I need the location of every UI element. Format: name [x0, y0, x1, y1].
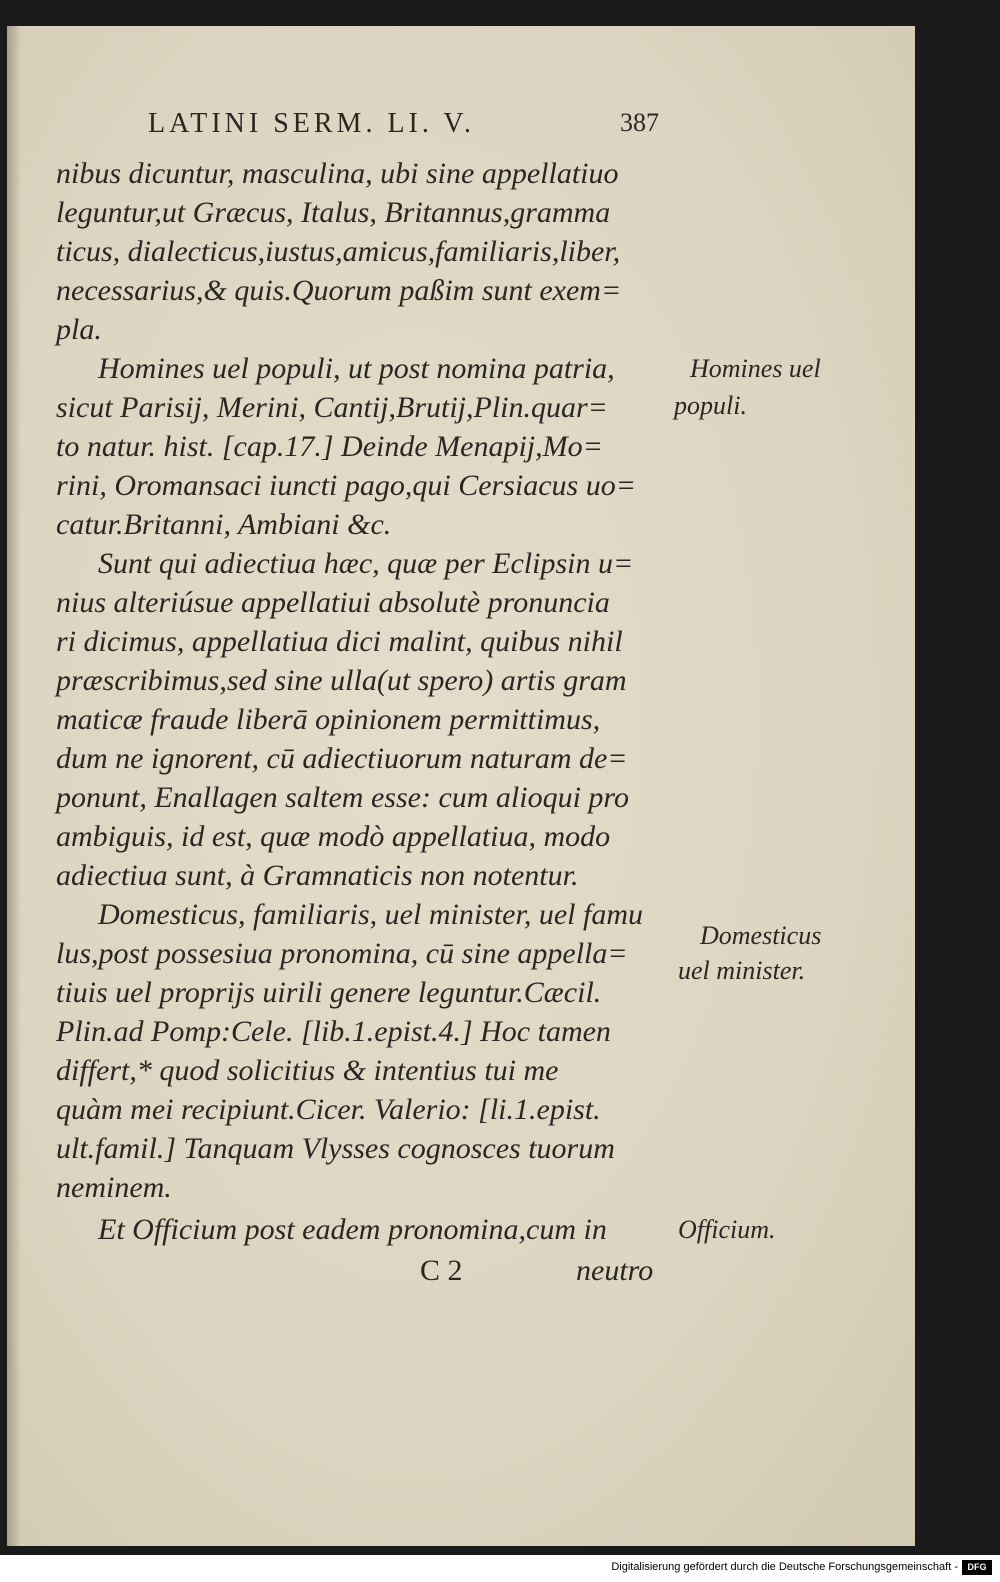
text-line: sicut Parisij, Merini, Cantij,Brutij,Plin.quar=: [56, 391, 608, 424]
text-line: Domesticus, familiaris, uel minister, uel famu: [98, 898, 643, 931]
text-line: ri dicimus, appellatiua dici malint, quibus nihil: [56, 625, 623, 658]
text-line: Et Officium post eadem pronomina,cum in: [98, 1213, 607, 1246]
text-line: maticæ fraude liberā opinionem permittimus,: [56, 703, 601, 736]
marginal-note: Officium.: [678, 1215, 776, 1244]
funding-credit: Digitalisierung gefördert durch die Deutsche Forschungsgemeinschaft -: [611, 1561, 958, 1573]
text-line: ponunt, Enallagen saltem esse: cum alioqui pro: [56, 781, 629, 814]
page-number: 387: [620, 108, 659, 137]
marginal-note: Homines uel: [690, 354, 821, 383]
marginal-note: uel minister.: [678, 956, 806, 985]
text-line: Sunt qui adiectiua hæc, quæ per Eclipsin u=: [98, 547, 634, 580]
catchword: neutro: [576, 1254, 654, 1287]
text-line: neminem.: [56, 1171, 172, 1204]
text-line: lus,post possesiua pronomina, cū sine appella=: [56, 937, 628, 970]
text-line: ticus, dialecticus,iustus,amicus,familiaris,liber,: [56, 235, 621, 268]
text-line: ambiguis, id est, quæ modò appellatiua, modo: [56, 820, 611, 853]
running-title: LATINI SERM. LI. V.: [148, 108, 475, 139]
text-line: pla.: [56, 313, 102, 346]
text-line: dum ne ignorent, cū adiectiuorum naturam de=: [56, 742, 628, 775]
text-line: leguntur,ut Græcus, Italus, Britannus,gramma: [56, 196, 611, 229]
dfg-logo: DFG: [962, 1560, 992, 1575]
marginal-note: populi.: [674, 391, 747, 420]
page-gutter-shadow: [7, 26, 21, 1546]
text-line: differt,* quod solicitius & intentius tui me: [56, 1054, 559, 1087]
text-line: tiuis uel proprijs uirili genere leguntur.Cæcil.: [56, 976, 602, 1009]
text-line: catur.Britanni, Ambiani &c.: [56, 508, 392, 541]
text-line: adiectiua sunt, à Gramnaticis non notentur.: [56, 859, 579, 892]
text-line: Plin.ad Pomp:Cele. [lib.1.epist.4.] Hoc tamen: [56, 1015, 611, 1048]
footer-bar: [0, 1555, 1000, 1582]
text-line: Homines uel populi, ut post nomina patria,: [98, 352, 615, 385]
marginal-note: Domesticus: [700, 921, 822, 950]
text-line: necessarius,& quis.Quorum paßim sunt exem=: [56, 274, 622, 307]
text-line: rini, Oromansaci iuncti pago,qui Cersiacus uo=: [56, 469, 636, 502]
text-line: nibus dicuntur, masculina, ubi sine appellatiuo: [56, 157, 619, 190]
text-line: to natur. hist. [cap.17.] Deinde Menapij,Mo=: [56, 430, 603, 463]
text-line: quàm mei recipiunt.Cicer. Valerio: [li.1.epist.: [56, 1093, 601, 1126]
text-line: ult.famil.] Tanquam Vlysses cognosces tuorum: [56, 1132, 615, 1165]
text-line: nius alteriúsue appellatiui absolutè pronuncia: [56, 586, 610, 619]
signature-mark: C 2: [420, 1254, 463, 1287]
text-line: præscribimus,sed sine ulla(ut spero) artis gram: [56, 664, 627, 697]
